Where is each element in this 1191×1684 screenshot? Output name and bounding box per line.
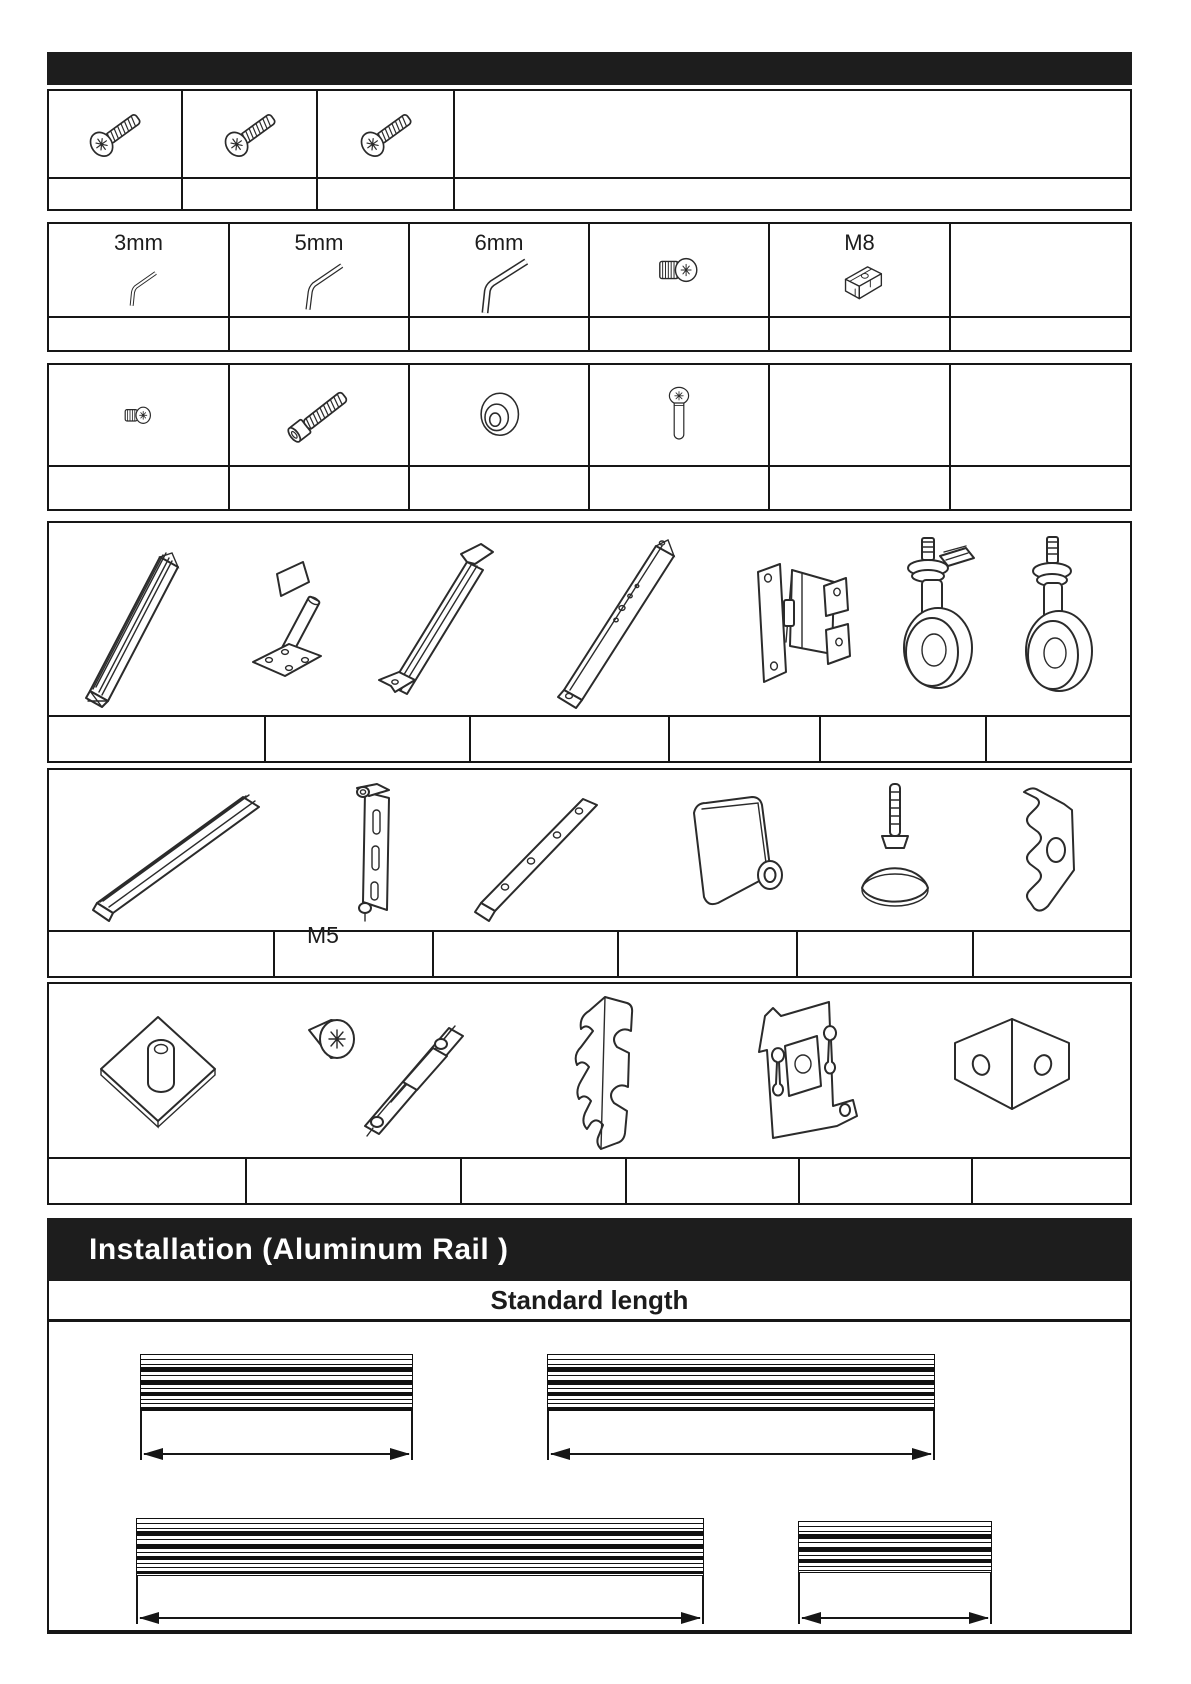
- label-cell: [455, 179, 1130, 209]
- caster-icon: [1007, 531, 1107, 707]
- label-cell: [619, 932, 798, 976]
- m5-screw-group: [273, 921, 483, 1156]
- empty-cell: [951, 224, 1130, 316]
- table-screws: [47, 89, 1132, 211]
- empty-cell: [770, 365, 951, 465]
- part-cell: [770, 224, 951, 316]
- corner-bracket-icon: [937, 991, 1087, 1151]
- label-cell: [49, 932, 275, 976]
- label-cell: [627, 1159, 800, 1203]
- keyhole-plate-icon: [729, 986, 869, 1156]
- part-cell: [183, 91, 318, 177]
- part-cell: [230, 365, 410, 465]
- part-cell: [318, 91, 455, 177]
- slim-rail-icon: [85, 775, 285, 925]
- page-title-bar: [47, 52, 1132, 85]
- size-label: M8: [844, 230, 875, 255]
- flat-head-screw-icon: [72, 96, 158, 172]
- label-cell: [49, 1159, 247, 1203]
- label-cell: [434, 932, 619, 976]
- label-cell: [410, 467, 590, 509]
- installation-header-bar: [47, 1218, 1132, 1281]
- part-cell: [49, 224, 230, 316]
- part-cell: [49, 91, 183, 177]
- label-cell: [471, 717, 670, 761]
- part-cell: [49, 365, 230, 465]
- low-profile-screw-icon: [108, 388, 170, 442]
- label-cell: [974, 932, 1130, 976]
- part-cell: [410, 224, 590, 316]
- table-frame-parts: [47, 521, 1132, 763]
- mount-post-plate-icon: [243, 544, 335, 694]
- rail-length-diagram: [47, 1319, 1132, 1634]
- size-label: 6mm: [474, 230, 524, 255]
- folding-hinge-bracket-icon: [740, 534, 860, 704]
- part-cell: [230, 224, 410, 316]
- label-cell: [275, 932, 434, 976]
- size-label: 3mm: [114, 230, 163, 255]
- drilled-bar-icon: [463, 771, 623, 929]
- label-cell: [590, 467, 770, 509]
- rail-medium-icon: [140, 1354, 413, 1411]
- label-cell: [183, 179, 318, 209]
- wedge-end-cap-icon: [666, 775, 796, 925]
- boss-plate-icon: [83, 991, 233, 1151]
- empty-cell: [951, 365, 1130, 465]
- label-cell: [951, 318, 1130, 350]
- label-cell: [230, 467, 410, 509]
- label-cell: [821, 717, 987, 761]
- hex-key-3mm-icon: [107, 251, 171, 311]
- rail-short-icon: [798, 1521, 992, 1573]
- table-plate-parts: [47, 921, 1132, 1205]
- m8-t-nut-icon: [824, 249, 896, 311]
- flat-head-screw-icon: [207, 96, 293, 172]
- label-cell: [800, 1159, 973, 1203]
- caster-with-brake-icon: [882, 530, 986, 708]
- cone-washer-icon: [464, 380, 534, 450]
- dimension-arrow: [547, 1411, 935, 1460]
- flat-head-screw-icon: [343, 96, 429, 172]
- hex-key-6mm-icon: [456, 246, 542, 316]
- button-head-screw-icon: [643, 238, 715, 302]
- drilled-tube-icon: [538, 524, 718, 714]
- installation-title: Installation (Aluminum Rail ): [89, 1232, 509, 1266]
- dimension-arrow: [140, 1411, 413, 1460]
- shoulder-screw-icon: [652, 372, 706, 458]
- label-cell: [49, 318, 230, 350]
- comb-bracket-icon: [994, 774, 1094, 926]
- label-cell: [318, 179, 455, 209]
- label-cell: [670, 717, 821, 761]
- label-cell: [973, 1159, 1130, 1203]
- rail-long-icon: [547, 1354, 935, 1411]
- table-fasteners: [47, 363, 1132, 511]
- dimension-arrow: [798, 1573, 992, 1624]
- label-cell: [230, 318, 410, 350]
- slotted-bracket-icon: [329, 770, 419, 930]
- label-cell: [247, 1159, 462, 1203]
- hex-key-5mm-icon: [281, 248, 357, 314]
- standard-length-row: [47, 1281, 1132, 1321]
- label-cell: [590, 318, 770, 350]
- m5-size-label: M5: [307, 921, 339, 948]
- leveling-foot-icon: [840, 770, 950, 930]
- label-cell: [266, 717, 471, 761]
- label-cell: [951, 467, 1130, 509]
- size-label: 5mm: [294, 230, 344, 255]
- label-cell: [798, 932, 974, 976]
- part-cell: [590, 224, 770, 316]
- label-cell: [410, 318, 590, 350]
- m5-screw-slide-nut-icon: [273, 986, 483, 1156]
- standard-length-title: Standard length: [490, 1284, 689, 1315]
- table-bracket-parts: [47, 768, 1132, 978]
- label-cell: [49, 179, 183, 209]
- label-cell: [770, 318, 951, 350]
- label-cell: [770, 467, 951, 509]
- socket-cap-screw-icon: [271, 371, 367, 459]
- part-cell: [590, 365, 770, 465]
- table-hex-keys: [47, 222, 1132, 352]
- label-cell: [462, 1159, 627, 1203]
- label-cell: [49, 467, 230, 509]
- empty-cell: [455, 91, 1130, 177]
- rail-extra-long-icon: [136, 1518, 704, 1576]
- flanged-tube-icon: [357, 526, 517, 712]
- label-cell: [987, 717, 1130, 761]
- clip-strip-icon: [553, 983, 663, 1159]
- part-cell: [410, 365, 590, 465]
- label-cell: [49, 717, 266, 761]
- aluminum-rail-icon: [72, 529, 222, 709]
- dimension-arrow: [136, 1576, 704, 1624]
